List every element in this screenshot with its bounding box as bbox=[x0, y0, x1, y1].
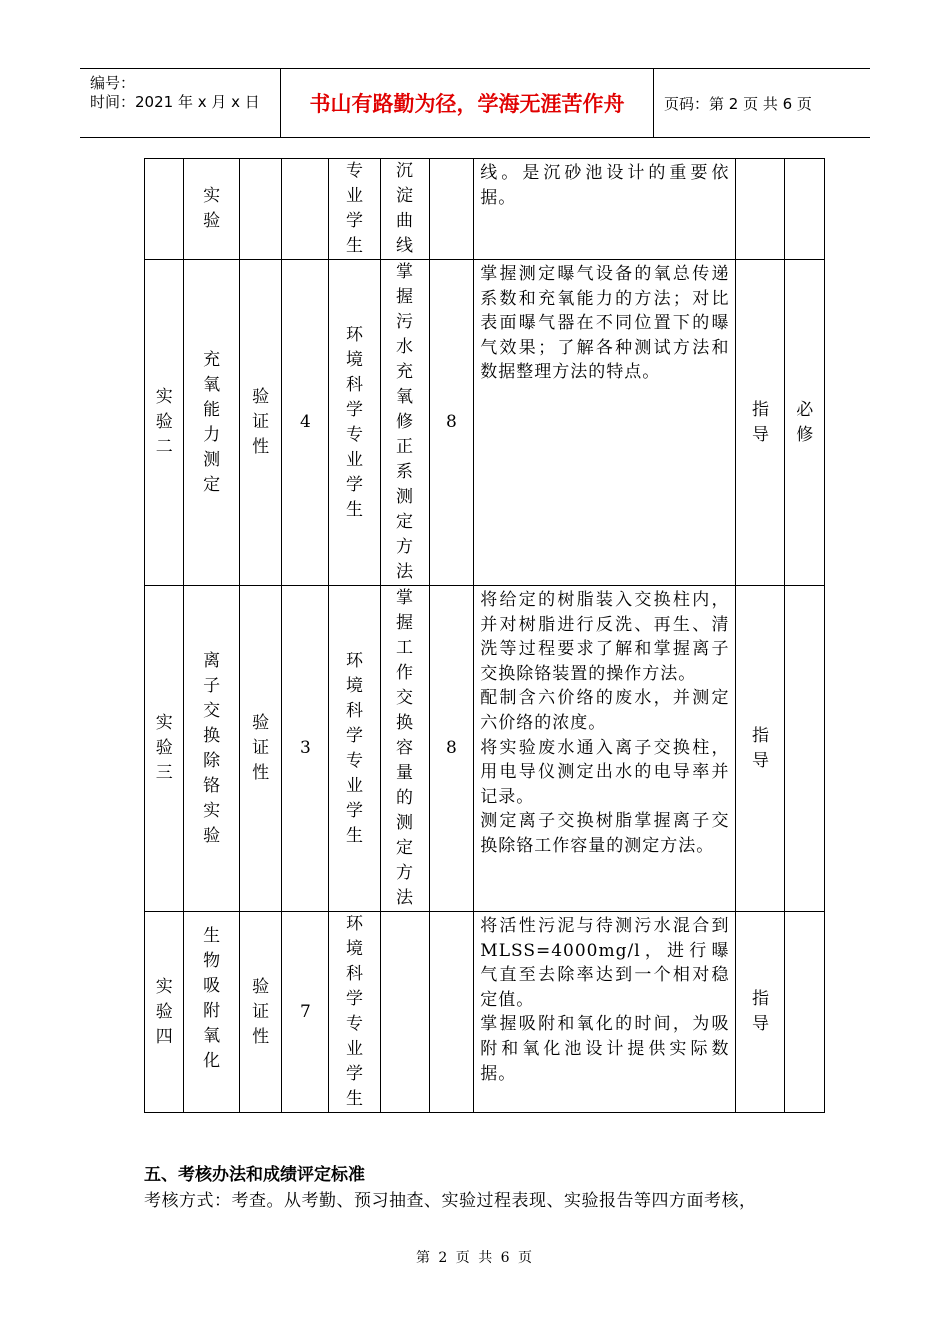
cell-hours: 7 bbox=[282, 912, 329, 1113]
header-meta bbox=[80, 69, 281, 137]
table-row bbox=[145, 586, 825, 912]
cell-req-hours bbox=[429, 159, 474, 260]
doc-number-label: 编号： bbox=[90, 74, 136, 92]
cell-mode bbox=[736, 159, 785, 260]
experiment-table bbox=[144, 158, 825, 1113]
cell-target: 环境科学专业学生 bbox=[329, 260, 380, 586]
cell-desc: 掌握测定曝气设备的氧总传递系数和充氧能力的方法；对比表面曝气器在不同位置下的曝气效果；了解各种测试方法和数据整理方法的特点。 bbox=[474, 260, 736, 586]
header-motto: 书山有路勤为径，学海无涯苦作舟 bbox=[281, 69, 654, 137]
cell-req-hours bbox=[429, 912, 474, 1113]
cell-name: 充氧能力测定 bbox=[184, 260, 239, 586]
cell-type: 验证性 bbox=[239, 586, 282, 912]
cell-key bbox=[380, 912, 429, 1113]
cell-desc: 将活性污泥与待测污水混合到MLSS=4000mg/l，进行曝气直至去除率达到一个相对稳定值。 掌握吸附和氧化的时间，为吸附和氧化池设计提供实际数据。 bbox=[474, 912, 736, 1113]
cell-name: 离子交换除铬实验 bbox=[184, 586, 239, 912]
cell-key: 掌握工作交换容量的测定方法 bbox=[380, 586, 429, 912]
table-row bbox=[145, 912, 825, 1113]
cell-name: 实验 bbox=[184, 159, 239, 260]
cell-key: 掌握污水充氧修正系测定方法 bbox=[380, 260, 429, 586]
cell-no: 实验四 bbox=[145, 912, 184, 1113]
page-footer: 第 2 页 共 6 页 bbox=[415, 1250, 535, 1266]
cell-target: 环境科学专业学生 bbox=[329, 912, 380, 1113]
cell-target: 环境科学专业学生 bbox=[329, 586, 380, 912]
cell-mode: 指导 bbox=[736, 260, 785, 586]
cell-type: 验证性 bbox=[239, 260, 282, 586]
cell-key: 沉淀曲线 bbox=[380, 159, 429, 260]
cell-hours: 4 bbox=[282, 260, 329, 586]
cell-no: 实验二 bbox=[145, 260, 184, 586]
cell-target: 专业学生 bbox=[329, 159, 380, 260]
cell-no: 实验三 bbox=[145, 586, 184, 912]
header-page-code: 页码：第 2 页 共 6 页 bbox=[664, 94, 812, 113]
cell-req-hours: 8 bbox=[429, 586, 474, 912]
section-title: 五、考核办法和成绩评定标准 bbox=[144, 1165, 365, 1185]
section-body: 考核方式：考查。从考勤、预习抽查、实验过程表现、实验报告等四方面考核， bbox=[144, 1191, 757, 1211]
table-row bbox=[145, 260, 825, 586]
cell-type bbox=[239, 159, 282, 260]
doc-date: 时间：2021 年 x 月 x 日 bbox=[90, 93, 260, 111]
cell-mode: 指导 bbox=[736, 586, 785, 912]
cell-category bbox=[785, 912, 825, 1113]
cell-desc: 将给定的树脂装入交换柱内，并对树脂进行反洗、再生、清洗等过程要求了解和掌握离子交换除铬装置的操作方法。 配制含六价络的废水，并测定六价络的浓度。 将实验废水通入离子交换柱，用电导仪测定出水的电导率并记录。 测定离子交换树脂掌握离子交换除铬工作容量的测定方法。 bbox=[474, 586, 736, 912]
cell-req-hours: 8 bbox=[429, 260, 474, 586]
cell-desc: 线。是沉砂池设计的重要依据。 bbox=[474, 159, 736, 260]
page-header bbox=[80, 68, 870, 138]
cell-hours bbox=[282, 159, 329, 260]
cell-category bbox=[785, 586, 825, 912]
cell-no bbox=[145, 159, 184, 260]
cell-category: 必修 bbox=[785, 260, 825, 586]
cell-type: 验证性 bbox=[239, 912, 282, 1113]
cell-name: 生物吸附氧化 bbox=[184, 912, 239, 1113]
cell-mode: 指导 bbox=[736, 912, 785, 1113]
cell-hours: 3 bbox=[282, 586, 329, 912]
table-row bbox=[145, 159, 825, 260]
cell-category bbox=[785, 159, 825, 260]
